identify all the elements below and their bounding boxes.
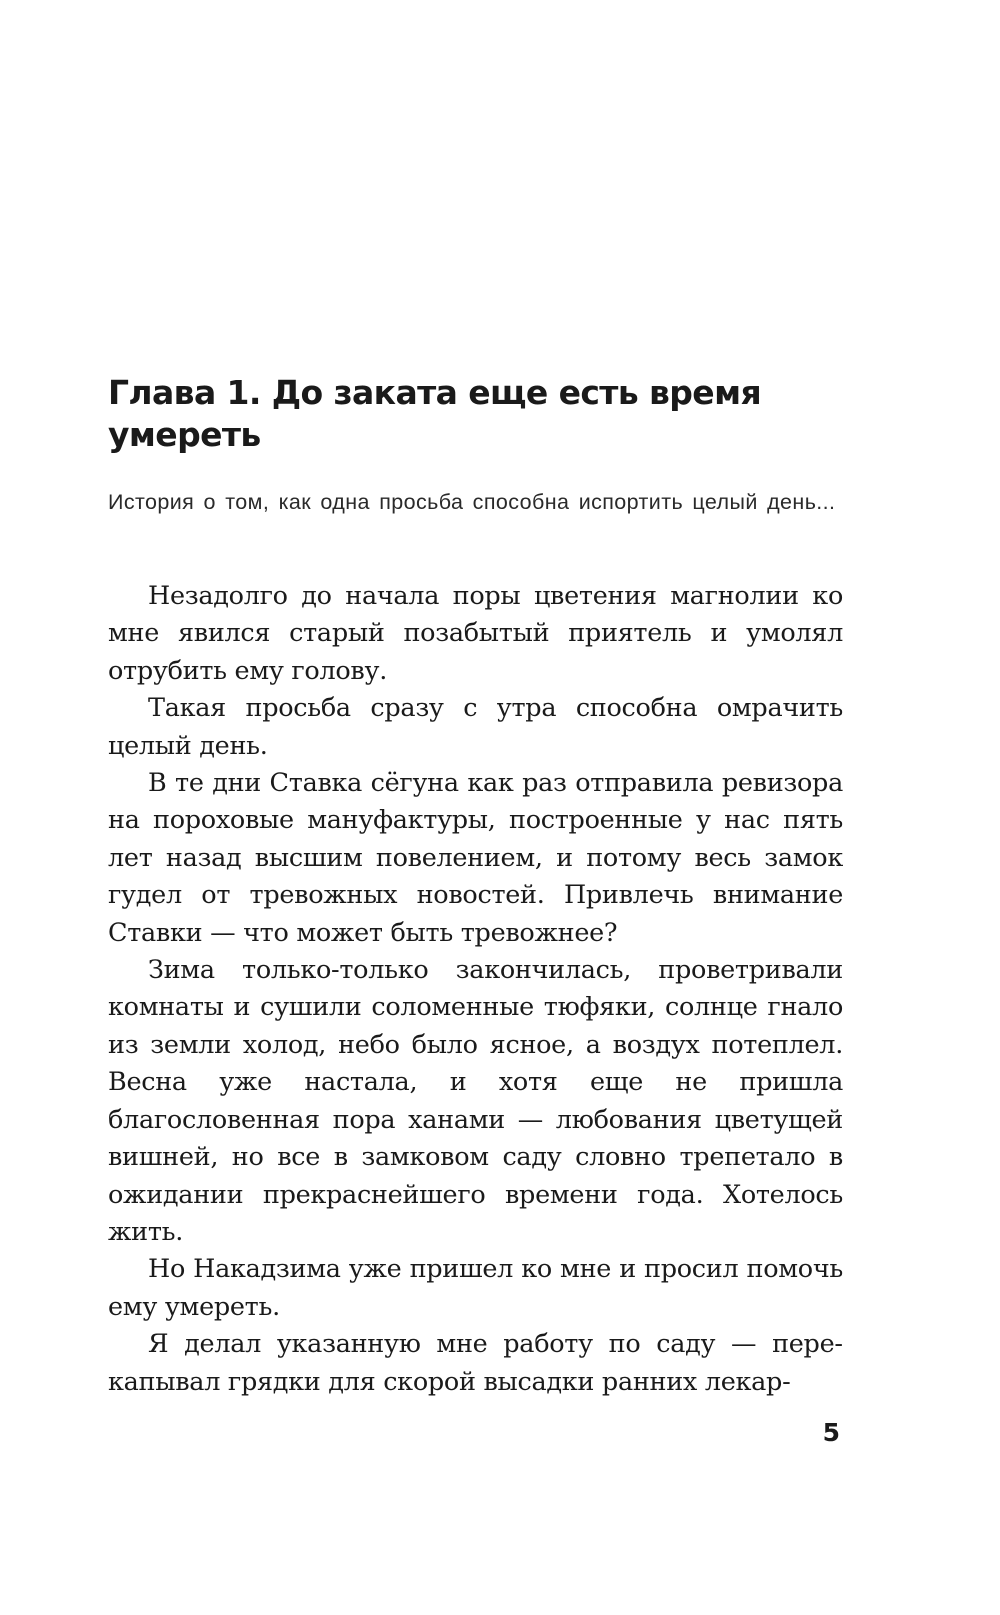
paragraph: Но Накадзима уже пришел ко мне и просил помочь ему умереть. [108,1254,843,1322]
paragraph: В те дни Ставка сёгуна как раз отправила ревизора на пороховые мануфактуры, построенные у нас пять лет назад высшим повелением, и потому весь замок гудел от тревожных новостей. Привлечь внимание Ставки — что может быть тревожнее? [108,768,843,948]
page-number: 5 [822,1418,840,1447]
chapter-epigraph: История о том, как одна просьба способна испортить целый день... [108,490,836,514]
paragraph: Зима только-только закончилась, проветривали комнаты и сушили соломенные тюфяки, солнце гнало из земли холод, небо было ясное, а воздух потеплел. Весна уже настала, и хотя еще не пришла благословенная пора ханами — любования цветущей вишней, но все в замковом саду словно трепетало в ожидании прекраснейшего времени года. Хотелось жить. [108,955,843,1247]
paragraph: Такая просьба сразу с утра способна омрачить целый день. [108,693,843,761]
paragraph: Незадолго до начала поры цветения магнолии ко мне явился старый позабытый приятель и умолял отрубить ему голову. [108,581,843,686]
paragraph: Я делал указанную мне работу по саду — перекапывал грядки для скорой высадки ранних лекар- [108,1329,843,1397]
chapter-title: Глава 1. До заката еще есть время умереть [108,373,762,454]
body-text [108,578,843,1401]
